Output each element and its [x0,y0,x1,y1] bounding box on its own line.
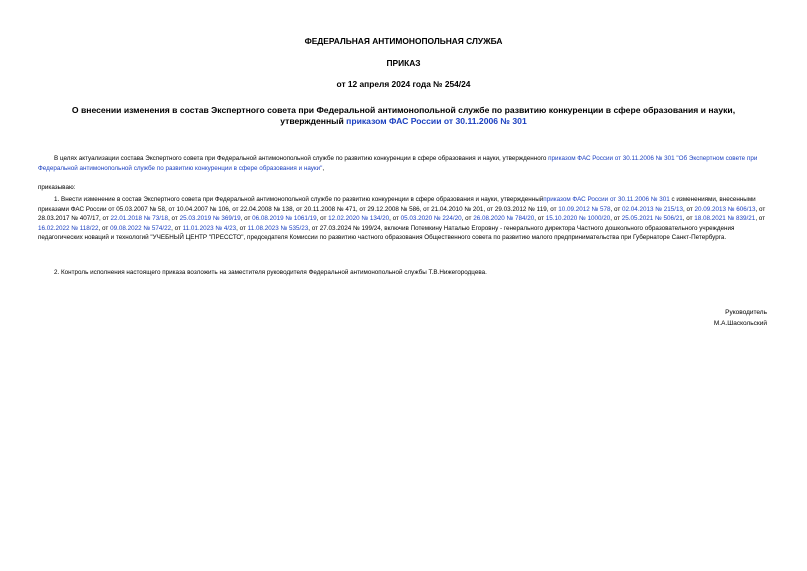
clause-text: 1. Внести изменение в состав Экспертного совета при Федеральной антимонопольной службе по развитию конкуренции в сфере образования и науки, утвержденный [54,196,544,203]
clause-text: , от [236,224,248,232]
clause-text: , от [682,215,695,223]
clause-text: , от [610,215,622,223]
amendment-link[interactable]: 26.08.2020 № 784/20 [473,215,535,223]
document-date-number: от 12 апреля 2024 года № 254/24 [336,79,471,89]
clause-text: , от 27.03.2024 № 199/24, включив Потемкину Наталью Егоровну - генерального директора Частного дошкольного образовательного учреждения педагогических новаций и технологий "УЧЕБНЫЙ ЦЕНТР "ПРЕССТО", председателя Комиссии по развитию частного образования Общественного совета по развитию малого предпринимательства при Губернаторе Санкт-Петербурга. [38,224,735,242]
clause-order-link[interactable]: приказом ФАС России от 30.11.2006 № 301 [543,196,670,203]
amendment-link[interactable]: 20.09.2013 № 606/13 [694,205,756,213]
preamble-text: В целях актуализации состава Экспертного совета при Федеральной антимонопольной службе по развитию конкуренции в сфере образования и науки, утвержденного [54,155,549,162]
amendment-link[interactable]: 15.10.2020 № 1000/20 [545,215,611,223]
clause-text: , от [171,224,183,232]
preamble-council-link[interactable]: "Об Экспертном совете при Федеральной антимонопольной службе по развитию конкуренции в сфере образования и науки" [38,155,758,172]
amendment-link[interactable]: 25.03.2019 № 369/19 [179,215,241,223]
amendment-link[interactable]: 06.08.2019 № 1061/19 [252,215,317,223]
title-text: О внесении изменения в состав Экспертного совета при Федеральной антимонопольной службе по развитию конкуренции в сфере образования и науки, утвержденный [71,105,736,126]
clause-text: с изменениями, внесенными приказами ФАС России от 05.03.2007 № 58, от 10.04.2007 № 106, от 22.04.2008 № 138, от 20.11.2008 № 471, от 29.12.2008 № 586, от 21.04.2010 № 201, от 29.03.2012 № 119, от [38,196,756,213]
clause-text: , от [683,205,695,213]
amendment-link[interactable]: 05.03.2020 № 224/20 [400,215,462,223]
amendment-link[interactable]: 11.01.2023 № 4/23 [182,224,237,232]
clause-2-paragraph: 2. Контроль исполнения настоящего приказа возложить на заместителя руководителя Федеральной антимонопольной службы Т.В.Нижегородцева. [54,269,487,276]
amendment-link[interactable]: 09.08.2022 № 574/22 [110,224,172,232]
signature-role: Руководитель [725,309,767,316]
clause-text: , от [316,215,329,223]
preamble-paragraph [38,154,771,173]
title-order-link[interactable]: приказом ФАС России от 30.11.2006 № 301 [346,116,527,126]
signature-name: М.А.Шаскольский [713,320,767,327]
clause-text: , от [755,215,766,223]
clause-text: , от 28.03.2017 № 407/17, от [38,205,766,223]
document-title [40,105,767,127]
preamble-suffix: , [322,164,325,172]
clause-text: , от [240,215,253,223]
amendment-link[interactable]: 22.01.2018 № 73/18 [110,215,169,223]
clause-text: , от [168,215,180,223]
preamble-order-link[interactable]: приказом ФАС России от 30.11.2006 № 301 [548,155,675,162]
amendment-link[interactable]: 16.02.2022 № 118/22 [38,224,99,232]
clause-text: , от [98,224,111,232]
amendment-link[interactable]: 02.04.2013 № 215/13 [622,205,684,213]
amendment-link[interactable]: 10.09.2012 № 578 [558,205,611,213]
agency-heading: ФЕДЕРАЛЬНАЯ АНТИМОНОПОЛЬНАЯ СЛУЖБА [304,36,503,46]
clause-text: , от [389,215,401,223]
clause-text: , от [610,205,622,213]
clause-1-paragraph [38,195,771,243]
amendment-link[interactable]: 18.08.2021 № 839/21 [694,215,756,223]
clause-text: , от [461,215,474,223]
amendment-link[interactable]: 12.02.2020 № 134/20 [328,215,390,223]
clause-text: , от [534,215,546,223]
amendment-link[interactable]: 25.05.2021 № 506/21 [621,215,683,223]
ordered-label: приказываю: [38,184,76,191]
document-type-heading: ПРИКАЗ [386,58,421,68]
amendment-link[interactable]: 11.08.2023 № 535/23 [247,224,309,232]
